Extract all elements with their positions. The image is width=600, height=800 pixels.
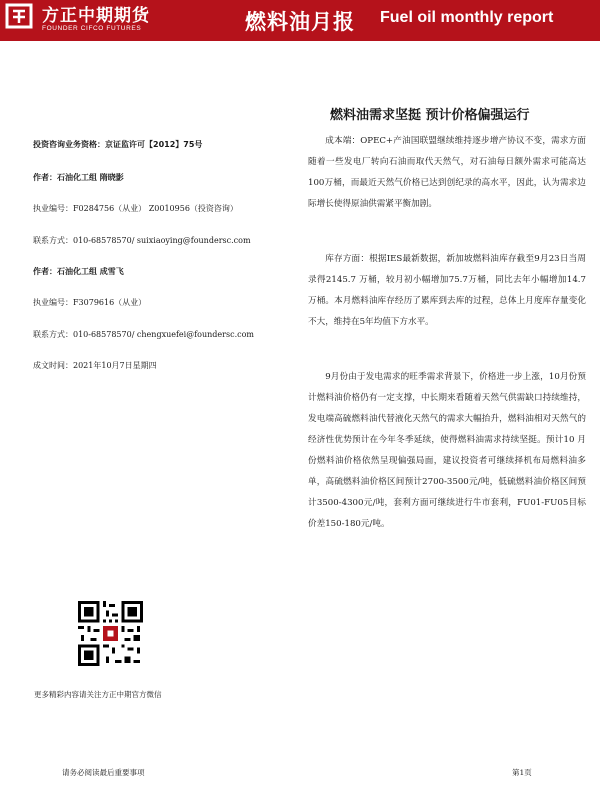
company-name: 方正中期期货: [42, 6, 150, 26]
report-title: 燃料油需求坚挺 预计价格偏强运行: [330, 108, 530, 123]
report-type-en: Fuel oil monthly report: [380, 9, 554, 26]
wechat-qr-code: [78, 601, 143, 666]
company-name-english: FOUNDER CIFCO FUTURES: [42, 25, 142, 32]
page-number: 第1页: [512, 768, 532, 777]
report-type-cn: 燃料油月报: [245, 10, 355, 34]
paragraph-cost: 成本端：OPEC+产油国联盟继续维持逐步增产协议不变，需求方面随着一些发电厂转向石油而取代天然气，对石油每日额外需求可能高达100万桶，而最近天然气价格已达到创纪录的高水平，因此，认为需求边际增长使得原油供需紧平衡加剧。: [308, 136, 586, 209]
author-2-contact: 联系方式：010-68578570/ chengxuefei@foundersc.com: [33, 330, 254, 339]
company-logo-icon: [4, 3, 34, 29]
license-info: 投资咨询业务资格：京证监许可【2012】75号: [33, 140, 203, 149]
author-1: 作者：石油化工组 隋晓影: [33, 173, 124, 182]
qr-caption: 更多精彩内容请关注方正中期官方微信: [34, 690, 162, 699]
paragraph-inventory: 库存方面：根据IES最新数据，新加坡燃料油库存截至9月23日当周录得2145.7 万桶，较月初小幅增加75.7万桶，同比去年小幅增加14.7 万桶。本月燃料油库存经历了累库到去库的过程，总体上月度库存量变化不大，维持在5年均值下方水平。: [308, 254, 586, 327]
author-2: 作者：石油化工组 成雪飞: [33, 267, 124, 276]
author-2-registration: 执业编号：F3079616（从业）: [33, 298, 147, 307]
paragraph-outlook: 9月份由于发电需求的旺季需求背景下，价格进一步上涨，10月份预计燃料油价格仍有一定支撑，中长期来看随着天然气供需缺口持续维持，发电端高硫燃料油代替液化天然气的需求大幅抬升，燃料油相对天然气的经济性优势预计在今年冬季延续，使得燃料油需求持续坚挺。预计10 月份燃料油价格依然呈现偏强局面，建议投资者可继续择机布局燃料油多单，高硫燃料油价格区间预计2700-3500元/吨，低硫燃料油价格区间预计3500-4300元/吨，套利方面可继续进行牛市套利，FU01-FU05目标价差150-180元/吨。: [308, 372, 586, 529]
author-1-contact: 联系方式：010-68578570/ suixiaoying@foundersc.com: [33, 236, 251, 245]
report-header: [0, 0, 600, 41]
publish-date: 成文时间：2021年10月7日星期四: [33, 361, 157, 370]
footer-disclaimer: 请务必阅读最后重要事项: [62, 768, 145, 777]
author-1-registration: 执业编号：F0284756（从业） Z0010956（投资咨询）: [33, 204, 238, 213]
